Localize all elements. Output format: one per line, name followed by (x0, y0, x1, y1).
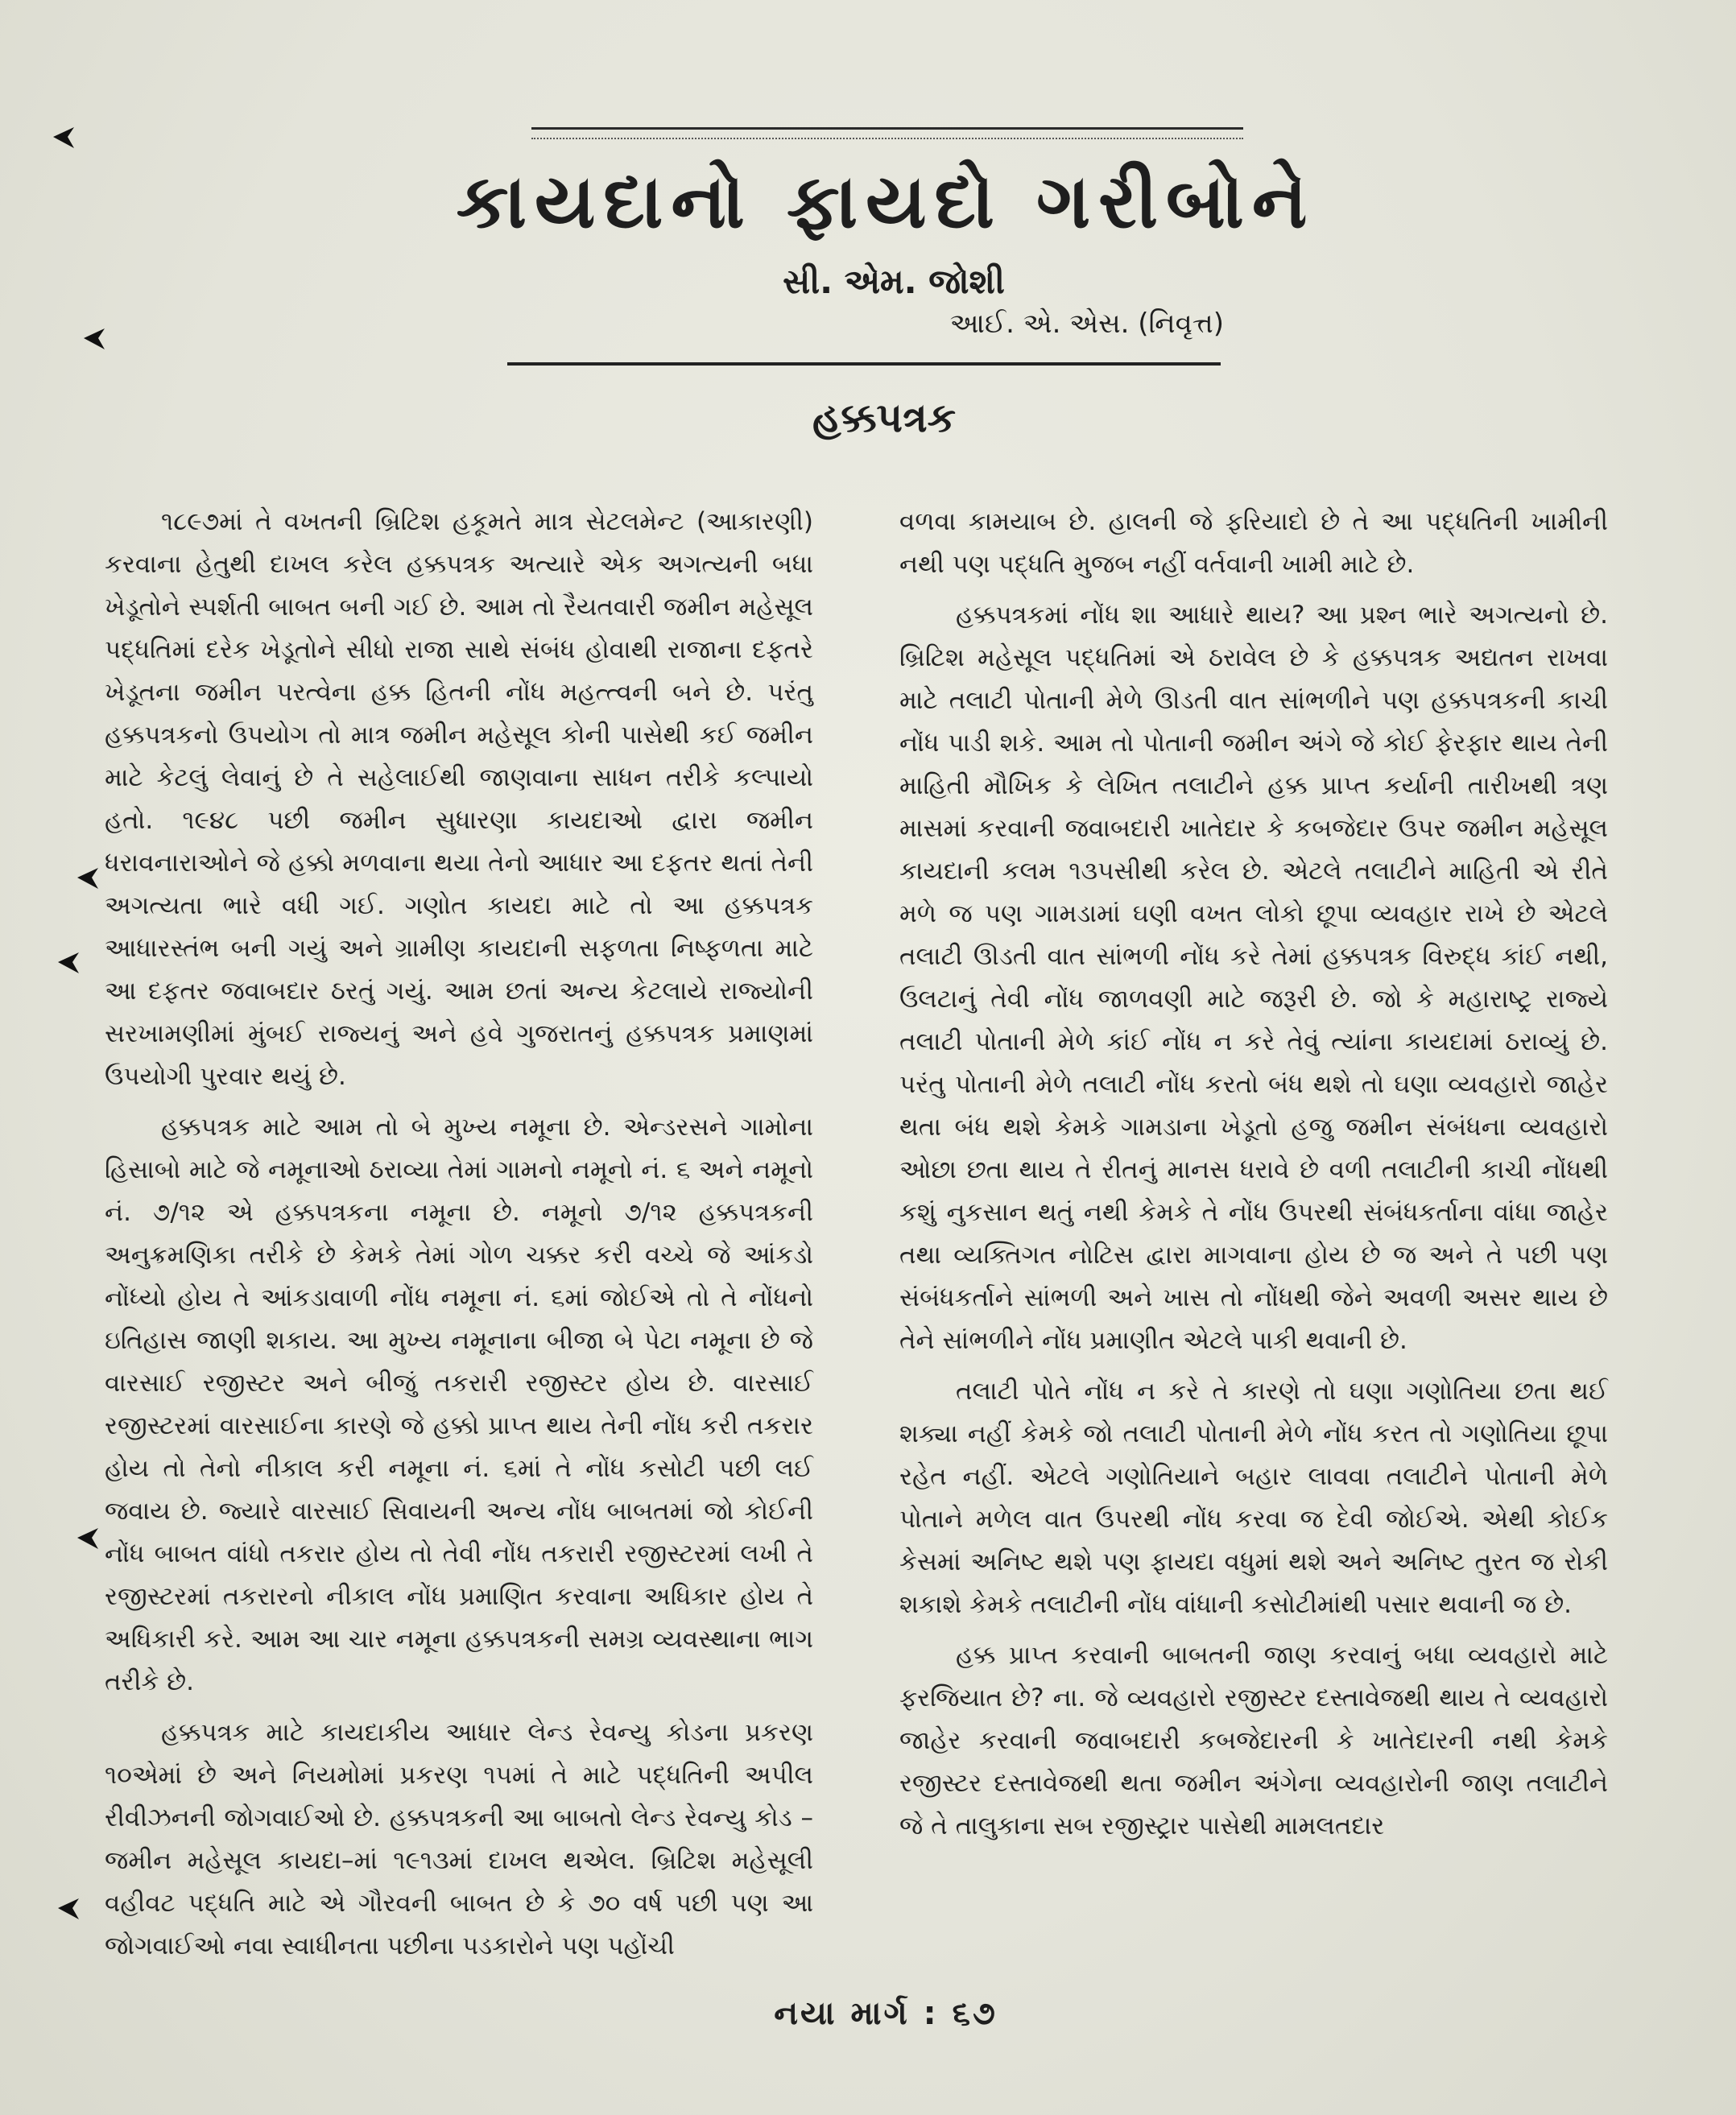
right-column (899, 501, 1608, 2030)
punch-hole-icon (55, 946, 87, 978)
punch-hole-icon (50, 121, 82, 153)
paragraph: તલાટી પોતે નોંધ ન કરે તે કારણે તો ઘણા ગણોતિયા છતા થઈ શક્યા નહીં કેમકે જો તલાટી પોતાની મેળે નોંધ કરત તો ગણોતિયા છૂપા રહેત નહીં. એટલે ગણોતિયાને બહાર લાવવા તલાટીને પોતાની મેળે પોતાને મળેલ વાત ઉપરથી નોંધ કરવા જ દેવી જોઈએ. એથી કોઈક કેસમાં અનિષ્ટ થશે પણ ફાયદા વધુમાં થશે અને અનિષ્ટ તુરત જ રોકી શકાશે કેમકે તલાટીની નોંધ વાંધાની કસોટીમાંથી પસાર થવાની જ છે. (899, 1377, 1608, 1619)
punch-hole-icon (81, 322, 113, 354)
paragraph: હક્કપત્રકમાં નોંધ શા આધારે થાય? આ પ્રશ્ન ભારે અગત્યનો છે. બ્રિટિશ મહેસૂલ પદ્ધતિમાં એ ઠરાવેલ છે કે હક્કપત્રક અદ્યતન રાખવા માટે તલાટી પોતાની મેળે ઊડતી વાત સાંભળીને પણ હક્કપત્રકની કાચી નોંધ પાડી શકે. આમ તો પોતાની જમીન અંગે જે કોઈ ફેરફાર થાય તેની માહિતી મૌખિક કે લેખિત તલાટીને હક્ક પ્રાપ્ત કર્યાની તારીખથી ત્રણ માસમાં કરવાની જવાબદારી ખાતેદાર કે કબજેદાર ઉપર જમીન મહેસૂલ કાયદાની કલમ ૧૩૫સીથી કરેલ છે. એટલે તલાટીને માહિતી એ રીતે મળે જ પણ ગામડામાં ઘણી વખત લોકો છૂપા વ્યવહાર રાખે છે એટલે તલાટી ઊડતી વાત સાંભળી નોંધ કરે તેમાં હક્કપત્રક વિરુદ્ધ કાંઈ નથી, ઉલટાનું તેવી નોંધ જાળવણી માટે જરૂરી છે. જો કે મહારાષ્ટ્ર રાજ્યે તલાટી પોતાની મેળે કાંઈ નોંધ ન કરે તેવું ત્યાંના કાયદામાં ઠરાવ્યું છે. પરંતુ પોતાની મેળે તલાટી નોંધ કરતો બંધ થશે તો ઘણા વ્યવહારો જાહેર થતા બંધ થશે કેમકે ગામડાના ખેડૂતો હજુ જમીન સંબંધના વ્યવહારો ઓછા છતા થાય તે રીતનું માનસ ધરાવે છે વળી તલાટીની કાચી નોંધથી કશું નુકસાન થતું નથી કેમકે તે નોંધ ઉપરથી સંબંધકર્તાના વાંધા જાહેર તથા વ્યક્તિગત નોટિસ દ્વારા માગવાના હોય છે જ અને તે પછી પણ સંબંધકર્તાને સાંભળી અને ખાસ તો નોંધથી જેને અવળી અસર થાય છે તેને સાંભળીને નોંધ પ્રમાણીત એટલે પાકી થવાની છે. (899, 601, 1608, 1355)
punch-hole-icon (55, 1892, 87, 1924)
punch-hole-icon (74, 861, 106, 894)
section-heading: હક્કપત્રક (812, 394, 957, 441)
page-footer: નયા માર્ગ : ૬૭ (774, 1995, 998, 2032)
paragraph: હક્ક પ્રાપ્ત કરવાની બાબતની જાણ કરવાનું બધા વ્યવહારો માટે ફરજિયાત છે? ના. જે વ્યવહારો રજીસ્ટર દસ્તાવેજથી થાય તે વ્યવહારો જાહેર કરવાની જવાબદારી કબજેદારની કે ખાતેદારની નથી કેમકે રજીસ્ટર દસ્તાવેજથી થતા જમીન અંગેના વ્યવહારોની જાણ તલાટીને જે તે તાલુકાના સબ રજીસ્ટ્રાર પાસેથી મામલતદાર (899, 1641, 1608, 1840)
author-name: સી. એમ. જોશી (783, 262, 1005, 301)
paragraph: ૧૮૯૭માં તે વખતની બ્રિટિશ હકૂમતે માત્ર સેટલમેન્ટ (આકારણી) કરવાના હેતુથી દાખલ કરેલ હક્કપત્રક અત્યારે એક અગત્યની બધા ખેડૂતોને સ્પર્શતી બાબત બની ગઈ છે. આમ તો રૈયતવારી જમીન મહેસૂલ પદ્ધતિમાં દરેક ખેડૂતોને સીધો રાજા સાથે સંબંધ હોવાથી રાજાના દફતરે ખેડૂતના જમીન પરત્વેના હક્ક હિતની નોંધ મહત્ત્વની બને છે. પરંતુ હક્કપત્રકનો ઉપયોગ તો માત્ર જમીન મહેસૂલ કોની પાસેથી કઈ જમીન માટે કેટલું લેવાનું છે તે સહેલાઈથી જાણવાના સાધન તરીકે કલ્પાયો હતો. ૧૯૪૮ પછી જમીન સુધારણા કાયદાઓ દ્વારા જમીન ધરાવનારાઓને જે હક્કો મળવાના થયા તેનો આધાર આ દફતર થતાં તેની અગત્યતા ભારે વધી ગઈ. ગણોત કાયદા માટે તો આ હક્કપત્રક આધારસ્તંભ બની ગયું અને ગ્રામીણ કાયદાની સફળતા નિષ્ફળતા માટે આ દફતર જવાબદાર ઠરતું ગયું. આમ છતાં અન્ય કેટલાયે રાજ્યોની સરખામણીમાં મુંબઈ રાજ્યનું અને હવે ગુજરાતનું હક્કપત્રક પ્રમાણમાં ઉપયોગી પુરવાર થયું છે. (105, 507, 813, 1091)
top-decorative-rule (531, 127, 1243, 139)
author-role: આઈ. એ. એસ. (નિવૃત્ત) (949, 308, 1224, 340)
paragraph: વળવા કામયાબ છે. હાલની જે ફરિયાદો છે તે આ પદ્ધતિની ખામીની નથી પણ પદ્ધતિ મુજબ નહીં વર્તવાની ખામી માટે છે. (899, 507, 1608, 579)
paragraph: હક્કપત્રક માટે કાયદાકીય આધાર લેન્ડ રેવન્યુ કોડના પ્રકરણ ૧૦એમાં છે અને નિયમોમાં પ્રકરણ ૧૫માં તે માટે પદ્ધતિની અપીલ રીવીઝનની જોગવાઈઓ છે. હક્કપત્રકની આ બાબતો લેન્ડ રેવન્યુ કોડ –જમીન મહેસૂલ કાયદા–માં ૧૯૧૩માં દાખલ થએલ. બ્રિટિશ મહેસૂલી વહીવટ પદ્ધતિ માટે એ ગૌરવની બાબત છે કે ૭૦ વર્ષ પછી પણ આ જોગવાઈઓ નવા સ્વાધીનતા પછીના પડકારોને પણ પહોંચી (105, 1718, 813, 1960)
paragraph: હક્કપત્રક માટે આમ તો બે મુખ્ય નમૂના છે. એન્ડરસને ગામોના હિસાબો માટે જે નમૂનાઓ ઠરાવ્યા તેમાં ગામનો નમૂનો નં. ૬ અને નમૂનો નં. ૭/૧૨ એ હક્કપત્રકના નમૂના છે. નમૂનો ૭/૧૨ હક્કપત્રકની અનુક્રમણિકા તરીકે છે કેમકે તેમાં ગોળ ચક્કર કરી વચ્ચે જે આંકડો નોંધ્યો હોય તે આંકડાવાળી નોંધ નમૂના નં. ૬માં જોઈએ તો તે નોંધનો ઇતિહાસ જાણી શકાય. આ મુખ્ય નમૂનાના બીજા બે પેટા નમૂના છે જે વારસાઈ રજીસ્ટર અને બીજું તકરારી રજીસ્ટર હોય છે. વારસાઈ રજીસ્ટરમાં વારસાઈના કારણે જે હક્કો પ્રાપ્ત થાય તેની નોંધ કરી તકરાર હોય તો તેનો નીકાલ કરી નમૂના નં. ૬માં તે નોંધ કસોટી પછી લઈ જવાય છે. જ્યારે વારસાઈ સિવાયની અન્ય નોંધ બાબતમાં જો કોઈની નોંધ બાબત વાંધો તકરાર હોય તો તેવી નોંધ તકરારી રજીસ્ટરમાં લખી તે રજીસ્ટરમાં તકરારનો નીકાલ નોંધ પ્રમાણિત કરવાના અધિકાર હોય તે અધિકારી કરે. આમ આ ચાર નમૂના હક્કપત્રકની સમગ્ર વ્યવસ્થાના ભાગ તરીકે છે. (105, 1113, 813, 1696)
article-title: કાયદાનો ફાયદો ગરીબોને (456, 159, 1316, 245)
left-column (105, 501, 813, 1986)
title-divider (507, 362, 1221, 366)
punch-hole-icon (74, 1522, 106, 1554)
